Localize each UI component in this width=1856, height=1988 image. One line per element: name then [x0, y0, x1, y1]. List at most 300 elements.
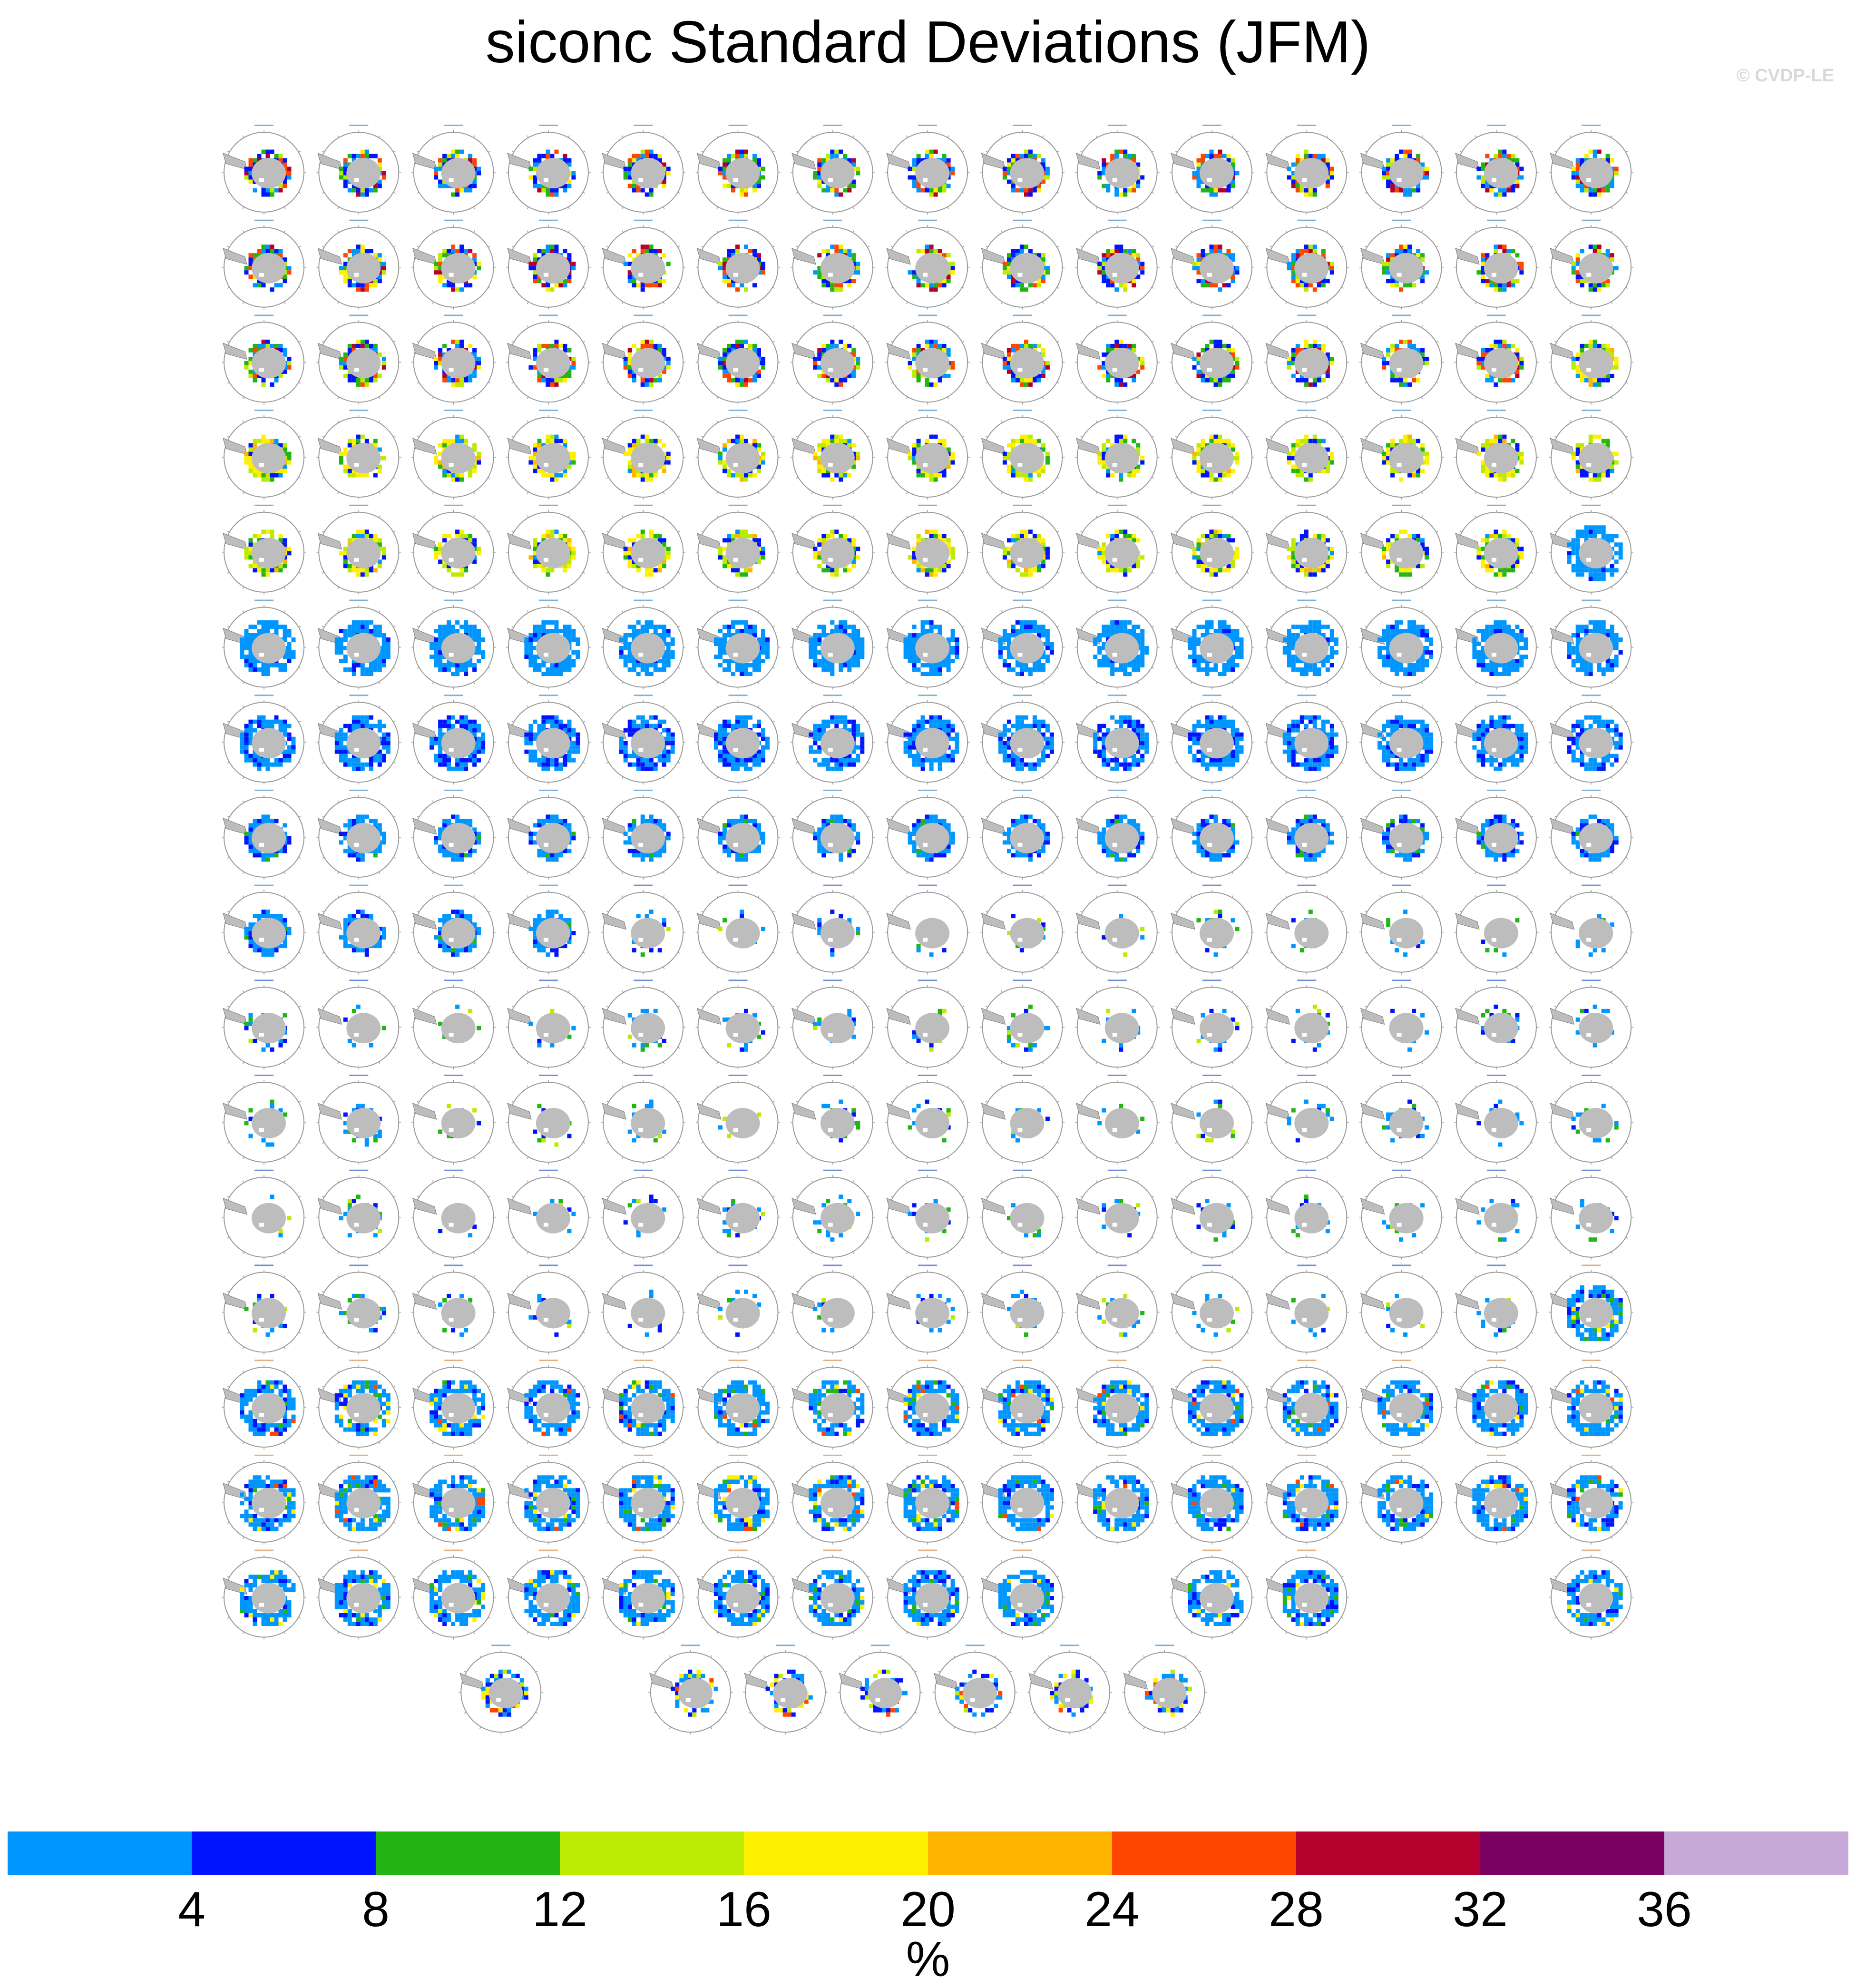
ice-cell — [1502, 478, 1506, 482]
ice-cell — [856, 547, 860, 551]
ice-cell — [365, 439, 369, 443]
ice-cell — [270, 188, 274, 193]
ice-cell — [951, 460, 955, 465]
antarctica-landmass — [536, 443, 570, 473]
map-tick — [1516, 302, 1518, 304]
ice-cell — [1330, 171, 1334, 176]
ice-cell — [1481, 253, 1485, 257]
ice-cell — [563, 534, 567, 538]
ice-cell — [447, 534, 451, 538]
ice-cell — [1037, 473, 1041, 478]
antarctica-landmass — [915, 158, 949, 188]
ice-cell — [563, 378, 567, 382]
antarctica-landmass — [536, 538, 570, 568]
map-panel — [222, 410, 306, 499]
map-tick — [948, 516, 949, 518]
ice-cell — [343, 374, 348, 378]
ice-cell — [921, 473, 925, 478]
map-tick — [474, 421, 475, 422]
ice-cell — [1304, 245, 1309, 249]
ice-cell — [1210, 150, 1214, 154]
ice-cell — [1300, 378, 1304, 382]
ice-cell — [1606, 473, 1610, 478]
map-tick — [432, 397, 434, 399]
map-tick — [1247, 341, 1249, 343]
ice-cell — [1097, 171, 1102, 176]
ice-cell — [1214, 439, 1218, 443]
ice-cell — [1037, 534, 1041, 538]
map-tick — [1270, 341, 1272, 343]
map-tick — [717, 325, 718, 327]
ice-cell — [1214, 344, 1218, 348]
ice-cell — [727, 348, 731, 353]
panel-title-mark — [823, 410, 842, 411]
ice-cell — [541, 473, 546, 478]
map-tick — [243, 397, 244, 399]
ice-cell — [821, 469, 826, 473]
ice-cell — [1201, 279, 1205, 283]
ice-cell — [1572, 176, 1576, 180]
antarctica-landmass — [1484, 348, 1518, 378]
ice-cell — [546, 150, 550, 154]
ice-cell — [636, 283, 641, 287]
ice-cell — [1011, 249, 1016, 253]
ice-cell — [761, 460, 765, 465]
ice-cell — [1214, 188, 1218, 193]
antarctica-landmass — [1579, 443, 1613, 473]
map-tick — [1436, 192, 1438, 194]
ice-cell — [1218, 154, 1222, 158]
ice-cell — [1502, 287, 1506, 292]
map-tick — [1081, 477, 1083, 479]
ice-cell — [628, 253, 632, 257]
ice-cell — [731, 378, 735, 382]
ice-cell — [339, 171, 343, 176]
ice-cell — [563, 154, 567, 158]
map-tick — [1531, 436, 1533, 438]
ice-cell — [244, 171, 249, 176]
ice-cell — [826, 568, 830, 572]
ice-cell — [1309, 193, 1313, 197]
ice-cell — [817, 180, 821, 184]
ice-cell — [662, 469, 666, 473]
map-tick — [701, 572, 703, 574]
ice-cell — [744, 340, 748, 344]
ice-cell — [438, 443, 442, 448]
antarctica-landmass — [726, 348, 760, 378]
ice-cell — [1102, 274, 1106, 279]
ice-cell — [830, 287, 834, 292]
map-tick — [811, 421, 813, 422]
ice-cell — [761, 167, 765, 171]
map-tick — [1570, 492, 1572, 494]
map-tick — [1380, 492, 1382, 494]
ice-cell — [1287, 262, 1291, 266]
ice-cell — [567, 253, 571, 257]
ice-cell — [464, 378, 468, 382]
ice-cell — [925, 154, 929, 158]
ice-cell — [537, 184, 541, 188]
ice-cell — [1227, 283, 1231, 287]
ice-cell — [641, 382, 645, 387]
ice-cell — [270, 473, 274, 478]
panel-title-mark — [729, 220, 748, 221]
map-tick — [1191, 136, 1192, 137]
ice-cell — [1106, 283, 1110, 287]
ice-cell — [817, 448, 821, 452]
ice-cell — [1498, 340, 1502, 344]
ice-cell — [1214, 378, 1218, 382]
ice-cell — [735, 245, 740, 249]
ice-cell — [1123, 439, 1127, 443]
ice-cell — [571, 361, 576, 365]
antarctica-landmass — [441, 158, 476, 188]
map-tick — [243, 325, 244, 327]
ice-cell — [1033, 568, 1037, 572]
antarctica-landmass — [346, 253, 381, 284]
map-tick — [1341, 287, 1343, 289]
ice-cell — [550, 382, 554, 387]
ice-cell — [851, 279, 856, 283]
ice-cell — [464, 283, 468, 287]
ice-cell — [1511, 473, 1515, 478]
map-tick — [811, 397, 813, 399]
ice-cell — [839, 249, 843, 253]
ice-cell — [287, 547, 292, 551]
ice-cell — [274, 439, 279, 443]
ice-cell — [1425, 357, 1429, 361]
antarctica-landmass — [1294, 443, 1329, 473]
ice-cell — [546, 245, 550, 249]
ice-cell — [262, 245, 266, 249]
map-tick — [1042, 302, 1044, 304]
ice-cell — [533, 448, 537, 452]
ice-cell — [851, 564, 856, 568]
ice-cell — [942, 344, 947, 348]
ice-cell — [257, 439, 262, 443]
ice-cell — [641, 188, 645, 193]
map-tick — [796, 572, 798, 574]
ice-cell — [1589, 150, 1593, 154]
ice-cell — [1304, 478, 1309, 482]
panel-title-mark — [539, 505, 558, 506]
ice-cell — [645, 283, 649, 287]
ice-cell — [1606, 283, 1610, 287]
ice-cell — [830, 245, 834, 249]
antarctica-landmass — [631, 348, 665, 378]
ice-cell — [571, 460, 576, 465]
ice-cell — [378, 374, 382, 378]
map-tick — [948, 421, 949, 422]
ice-cell — [1197, 448, 1201, 452]
map-tick — [1191, 207, 1192, 209]
ice-cell — [442, 469, 447, 473]
map-tick — [527, 492, 528, 494]
map-panel — [316, 314, 401, 404]
map-tick — [772, 151, 774, 153]
ice-cell — [1489, 378, 1494, 382]
ice-cell — [723, 374, 727, 378]
ice-cell — [1395, 283, 1399, 287]
map-tick — [322, 477, 324, 479]
ice-cell — [257, 473, 262, 478]
ice-cell — [451, 245, 455, 249]
map-tick — [1626, 192, 1628, 194]
ice-cell — [748, 568, 752, 572]
ice-cell — [365, 154, 369, 158]
map-tick — [1341, 341, 1343, 343]
ice-cell — [1386, 353, 1390, 357]
map-tick — [701, 192, 703, 194]
map-tick — [663, 207, 664, 209]
ice-cell — [624, 357, 628, 361]
ice-cell — [1210, 378, 1214, 382]
ice-cell — [1572, 357, 1576, 361]
ice-shelf-gap — [354, 368, 359, 372]
ice-cell — [951, 270, 955, 274]
map-tick — [1626, 287, 1628, 289]
ice-cell — [925, 439, 929, 443]
map-tick — [717, 587, 718, 589]
ice-cell — [1317, 378, 1321, 382]
map-tick — [796, 192, 798, 194]
ice-cell — [1227, 188, 1231, 193]
panel-title-mark — [634, 125, 653, 126]
panel-title-mark — [918, 314, 937, 316]
ice-cell — [641, 478, 645, 482]
ice-cell — [533, 564, 537, 568]
antarctica-landmass — [1389, 348, 1424, 378]
ice-cell — [761, 452, 765, 456]
panel-title-mark — [444, 410, 463, 411]
map-tick — [1554, 287, 1556, 289]
map-tick — [417, 192, 419, 194]
ice-cell — [1416, 473, 1420, 478]
ice-cell — [554, 344, 558, 348]
ice-cell — [274, 568, 279, 572]
ice-cell — [942, 283, 947, 287]
map-tick — [1270, 151, 1272, 153]
ice-cell — [1140, 456, 1144, 460]
ice-cell — [666, 262, 671, 266]
ice-cell — [830, 188, 834, 193]
map-tick — [512, 382, 514, 383]
ice-cell — [632, 154, 636, 158]
map-tick — [1042, 492, 1044, 494]
ice-cell — [1313, 249, 1317, 253]
map-tick — [868, 477, 869, 479]
ice-cell — [718, 555, 723, 559]
map-tick — [299, 192, 301, 194]
ice-cell — [262, 193, 266, 197]
map-tick — [1422, 397, 1423, 399]
map-tick — [1570, 421, 1572, 422]
ice-cell — [1227, 154, 1231, 158]
map-tick — [1152, 382, 1153, 383]
map-tick — [622, 492, 624, 494]
antarctica-landmass — [821, 443, 855, 473]
ice-cell — [1197, 253, 1201, 257]
ice-cell — [434, 270, 438, 274]
ice-cell — [270, 287, 274, 292]
ice-cell — [1498, 439, 1502, 443]
ice-cell — [459, 473, 464, 478]
map-tick — [1365, 287, 1367, 289]
ice-cell — [752, 249, 757, 253]
ice-cell — [917, 374, 921, 378]
antarctica-landmass — [821, 538, 855, 568]
ice-cell — [472, 184, 477, 188]
map-tick — [1327, 136, 1328, 137]
map-tick — [568, 302, 570, 304]
ice-cell — [929, 568, 934, 572]
ice-cell — [929, 287, 934, 292]
map-panel — [222, 505, 306, 595]
ice-cell — [1287, 361, 1291, 365]
ice-cell — [546, 382, 550, 387]
ice-cell — [1016, 154, 1020, 158]
ice-cell — [1011, 279, 1016, 283]
ice-cell — [1003, 361, 1007, 365]
ice-cell — [1011, 564, 1016, 568]
ice-cell — [834, 283, 839, 287]
ice-cell — [1222, 154, 1227, 158]
ice-cell — [1222, 283, 1227, 287]
map-tick — [717, 136, 718, 137]
ice-cell — [1127, 188, 1132, 193]
ice-cell — [1007, 253, 1011, 257]
ice-cell — [1041, 443, 1045, 448]
ice-cell — [1296, 158, 1300, 163]
ice-cell — [1572, 452, 1576, 456]
ice-cell — [1304, 287, 1309, 292]
ice-cell — [1420, 469, 1425, 473]
ice-cell — [361, 344, 365, 348]
ice-cell — [1481, 443, 1485, 448]
ice-cell — [925, 378, 929, 382]
ice-cell — [723, 158, 727, 163]
map-tick — [1475, 136, 1476, 137]
ice-cell — [537, 158, 541, 163]
ice-cell — [1028, 378, 1033, 382]
ice-cell — [748, 344, 752, 348]
ice-cell — [1309, 473, 1313, 478]
ice-cell — [266, 344, 270, 348]
ice-cell — [472, 374, 477, 378]
ice-cell — [352, 568, 356, 572]
ice-cell — [537, 188, 541, 193]
ice-cell — [1511, 439, 1515, 443]
ice-cell — [1296, 469, 1300, 473]
ice-cell — [649, 473, 654, 478]
ice-cell — [438, 279, 442, 283]
antarctica-landmass — [631, 253, 665, 284]
ice-cell — [1218, 473, 1222, 478]
ice-cell — [1041, 279, 1045, 283]
ice-cell — [821, 348, 826, 353]
map-panel — [791, 220, 875, 310]
ice-cell — [1296, 344, 1300, 348]
map-tick — [299, 246, 301, 247]
ice-cell — [1489, 473, 1494, 478]
ice-cell — [1593, 478, 1597, 482]
ice-cell — [1597, 473, 1602, 478]
map-tick — [393, 477, 395, 479]
ice-cell — [287, 361, 292, 365]
map-tick — [1570, 136, 1572, 137]
ice-cell — [1218, 439, 1222, 443]
ice-cell — [1515, 469, 1519, 473]
ice-cell — [1589, 188, 1593, 193]
map-tick — [488, 531, 490, 532]
map-panel — [601, 314, 685, 404]
ice-cell — [1390, 188, 1395, 193]
ice-cell — [740, 344, 744, 348]
map-tick — [1270, 436, 1272, 438]
ice-cell — [1597, 283, 1602, 287]
ice-cell — [1110, 283, 1114, 287]
ice-cell — [1114, 435, 1119, 439]
ice-cell — [533, 559, 537, 564]
ice-cell — [1110, 249, 1114, 253]
ice-cell — [451, 382, 455, 387]
ice-cell — [757, 443, 761, 448]
map-panel — [1359, 125, 1444, 215]
ice-cell — [632, 439, 636, 443]
ice-cell — [550, 529, 554, 534]
ice-cell — [1201, 158, 1205, 163]
antarctica-landmass — [346, 443, 381, 473]
ice-cell — [365, 534, 369, 538]
ice-cell — [1584, 378, 1589, 382]
ice-cell — [1515, 253, 1519, 257]
ice-cell — [533, 257, 537, 262]
ice-cell — [1602, 283, 1606, 287]
map-tick — [962, 477, 964, 479]
ice-cell — [929, 478, 934, 482]
map-tick — [227, 341, 229, 343]
ice-cell — [938, 249, 942, 253]
ice-cell — [382, 361, 386, 365]
ice-cell — [1102, 257, 1106, 262]
ice-cell — [550, 249, 554, 253]
ice-cell — [1291, 257, 1296, 262]
ice-cell — [266, 340, 270, 344]
map-panel — [1454, 125, 1539, 215]
panel-title-mark — [1202, 220, 1221, 221]
ice-cell — [434, 171, 438, 176]
ice-cell — [654, 439, 658, 443]
ice-cell — [1020, 439, 1024, 443]
ice-cell — [1597, 382, 1602, 387]
map-tick — [417, 287, 419, 289]
ice-cell — [1296, 253, 1300, 257]
map-tick — [891, 572, 893, 574]
ice-cell — [632, 564, 636, 568]
ice-cell — [1024, 529, 1028, 534]
ice-cell — [718, 551, 723, 555]
map-panel — [411, 505, 496, 595]
ice-cell — [1045, 266, 1050, 270]
ice-cell — [244, 551, 249, 555]
ice-cell — [279, 568, 283, 572]
ice-cell — [1291, 180, 1296, 184]
ice-cell — [1403, 188, 1407, 193]
ice-cell — [1102, 184, 1106, 188]
ice-cell — [1498, 378, 1502, 382]
map-tick — [678, 151, 680, 153]
ice-cell — [929, 473, 934, 478]
